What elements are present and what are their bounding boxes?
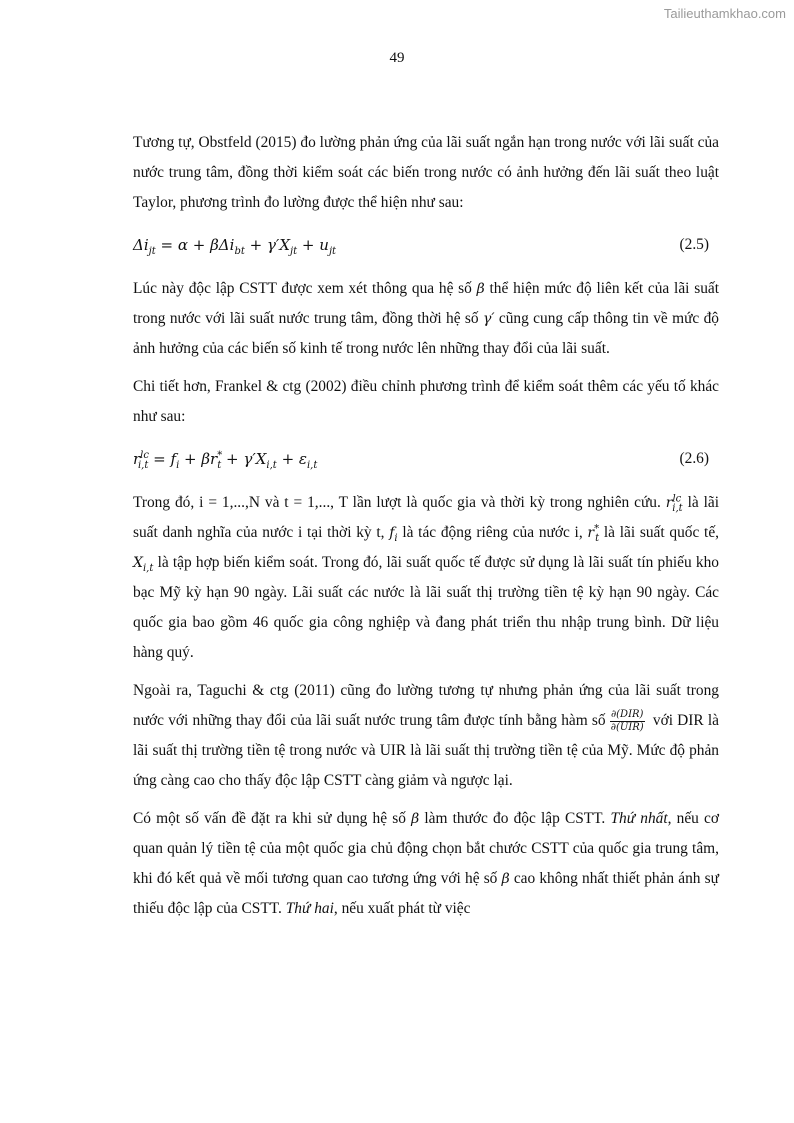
- partial-derivative-fraction: $\frac{\text{∂(DIR)}}{\text{∂(UIR)}}$: [610, 708, 644, 733]
- paragraph-obstfeld: Tương tự, Obstfeld (2015) đo lường phản ứng của lãi suất ngắn hạn trong nước với lãi suất của nước trung tâm, đồng thời kiểm soát các biến trong nước có ảnh hưởng đến lãi suất theo luật Taylor, phương trình đo lường được thể hiện như sau:: [133, 134, 719, 211]
- document-body: [133, 128, 719, 932]
- beta-symbol: β: [501, 871, 510, 887]
- paragraph-beta-issues: Có một số vấn đề đặt ra khi sử dụng hệ số β làm thước đo độc lập CSTT. Thứ nhất, nếu cơ quan quản lý tiền tệ của một quốc gia chủ động chọn bắt chước CSTT của quốc gia trung tâm, khi đó kết quả về mối tương quan cao tương ứng với hệ số β cao không nhất thiết phản ánh sự thiếu độc lập của CSTT. Thứ hai, nếu xuất phát từ việc: [133, 810, 720, 917]
- equation-2-6-formula: $r^{lc}_{i,t} = f_i + \beta r^*_t + \gamma'X_{i,t} + \varepsilon_{i,t}$: [133, 450, 318, 471]
- page-number: 49: [389, 50, 405, 66]
- beta-symbol: β: [411, 811, 420, 827]
- symbol-r-lc: $r^{lc}_{i,t}$: [665, 493, 683, 514]
- paragraph-beta-meaning: Lúc này độc lập CSTT được xem xét thông qua hệ số β thể hiện mức độ liên kết của lãi suất trong nước với lãi suất nước trung tâm, đồng thời hệ số γ′ cũng cung cấp thông tin về mức độ ảnh hưởng của các biến số kinh tế trong nước lên những thay đổi của lãi suất.: [133, 280, 719, 357]
- symbol-r-star: $r^*_t$: [587, 523, 600, 544]
- equation-2-6-number: (2.6): [679, 450, 709, 467]
- emphasis-first: Thứ nhất: [610, 810, 668, 827]
- equation-2-5-number: (2.5): [679, 236, 709, 253]
- symbol-f-i: $f_i$: [389, 525, 398, 544]
- gamma-symbol: γ′: [482, 311, 495, 327]
- symbol-x-it: $X_{i,t}$: [133, 555, 154, 574]
- equation-2-5: [133, 226, 719, 266]
- beta-symbol: β: [476, 281, 485, 297]
- watermark: Tailieuthamkhao.com: [663, 6, 786, 21]
- equation-2-5-formula: $\Delta i_{jt} = \alpha + \beta\Delta i_{bt} + \gamma'X_{jt} + u_{jt}$: [133, 236, 337, 257]
- paragraph-taguchi: Ngoài ra, Taguchi & ctg (2011) cũng đo lường tương tự nhưng phản ứng của lãi suất trong nước với những thay đổi của lãi suất nước trung tâm được tính bằng hàm số $\frac{\text{∂(DIR)}}{\text{∂(UIR)}}$ với DIR là lãi suất thị trường tiền tệ trong nước và UIR là lãi suất thị trường tiền tệ của Mỹ. Mức độ phản ứng càng cao cho thấy độc lập CSTT càng giảm và ngược lại.: [133, 682, 719, 789]
- emphasis-second: Thứ hai: [285, 900, 334, 917]
- equation-2-6: [133, 440, 719, 480]
- paragraph-frankel: Chi tiết hơn, Frankel & ctg (2002) điều chỉnh phương trình để kiểm soát thêm các yếu tố khác như sau:: [133, 378, 719, 425]
- paragraph-variable-definitions: Trong đó, i = 1,...,N và t = 1,..., T lần lượt là quốc gia và thời kỳ trong nghiên cứu. $r^{lc}_{i,t}$ là lãi suất danh nghĩa của nước i tại thời kỳ t, $f_i$ là tác động riêng của nước i, $r^*_t$ là lãi suất quốc tế, $X_{i,t}$ là tập hợp biến kiểm soát. Trong đó, lãi suất quốc tế được sử dụng là lãi suất tín phiếu kho bạc Mỹ kỳ hạn 90 ngày. Lãi suất các nước là lãi suất thị trường tiền tệ kỳ hạn 90 ngày. Các quốc gia bao gồm 46 quốc gia công nghiệp và đang phát triển thu nhập trung bình. Dữ liệu hàng quý.: [133, 493, 719, 661]
